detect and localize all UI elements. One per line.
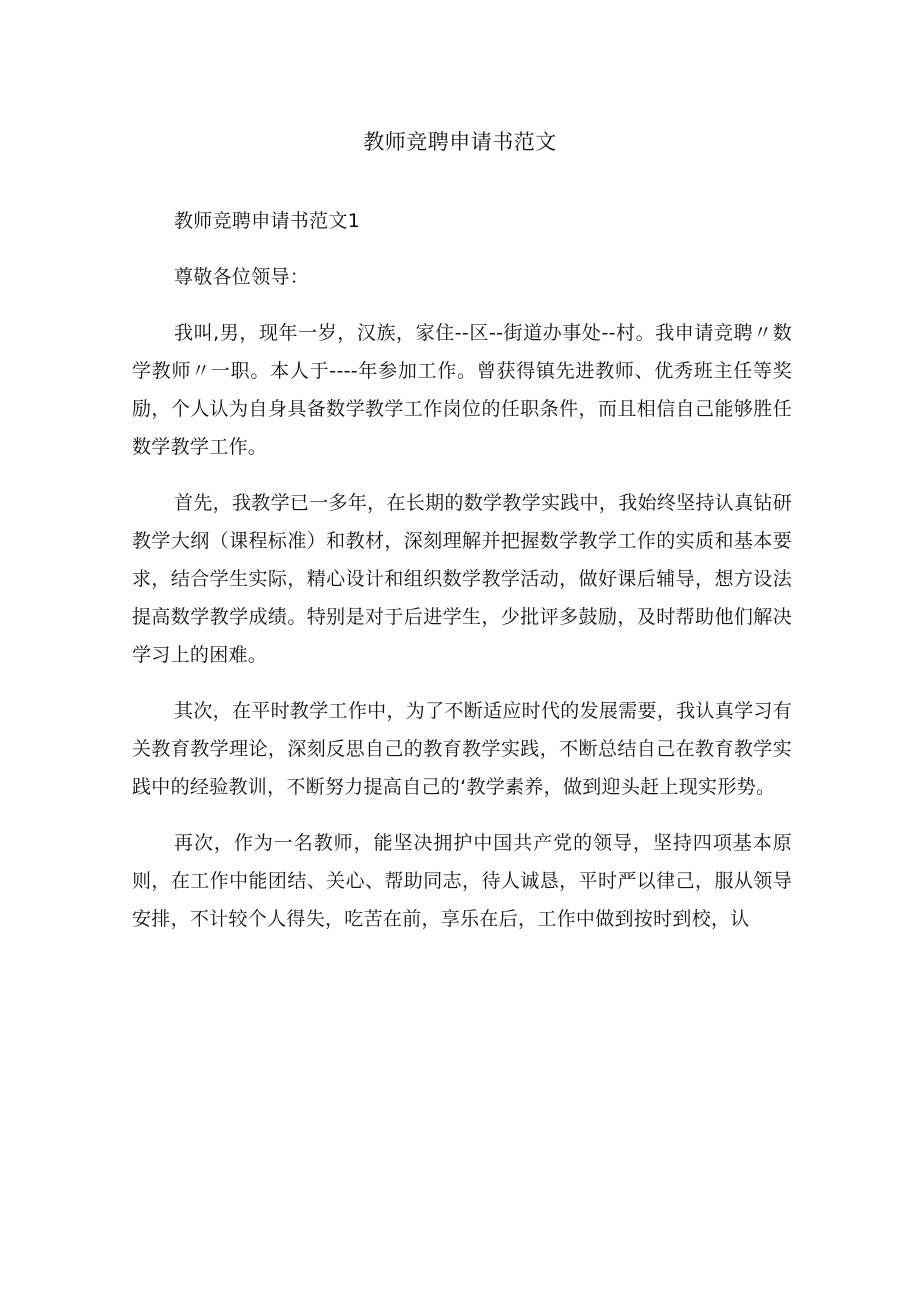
document-title: 教师竞聘申请书范文 (363, 130, 557, 154)
document-subtitle: 教师竞聘申请书范文1 (174, 210, 361, 232)
body-paragraph-4: 再次，作为一名教师，能坚决拥护中国共产党的领导，坚持四项基本原则，在工作中能团结、关心、帮助同志，待人诚恳，平时严以律己，服从领导安排，不计较个人得失，吃苦在前，享乐在后，工作中做到按时到校，认 (132, 832, 792, 930)
body-paragraph-2: 首先，我教学已一多年，在长期的数学教学实践中，我始终坚持认真钻研教学大纲（课程标准）和教材，深刻理解并把握数学教学工作的实质和基本要求，结合学生实际，精心设计和组织数学教学活动，做好课后辅导，想方设法提高数学教学成绩。特别是对于后进学生，少批评多鼓励，及时帮助他们解决学习上的困难。 (132, 492, 792, 666)
body-paragraph-3: 其次，在平时教学工作中，为了不断适应时代的发展需要，我认真学习有关教育教学理论，深刻反思自己的教育教学实践，不断总结自己在教育教学实践中的经验教训，不断努力提高自己的‘教学素养，做到迎头赶上现实形势。 (132, 700, 792, 798)
document-body (132, 202, 792, 938)
body-paragraph-1: 我叫,男，现年一岁，汉族，家住--区--街道办事处--村。我申请竞聘〃数学教师〃一职。本人于----年参加工作。曾获得镇先进教师、优秀班主任等奖励，个人认为自身具备数学教学工作岗位的任职条件，而且相信自己能够胜任数学教学工作。 (132, 322, 792, 458)
salutation: 尊敬各位领导： (174, 266, 310, 288)
